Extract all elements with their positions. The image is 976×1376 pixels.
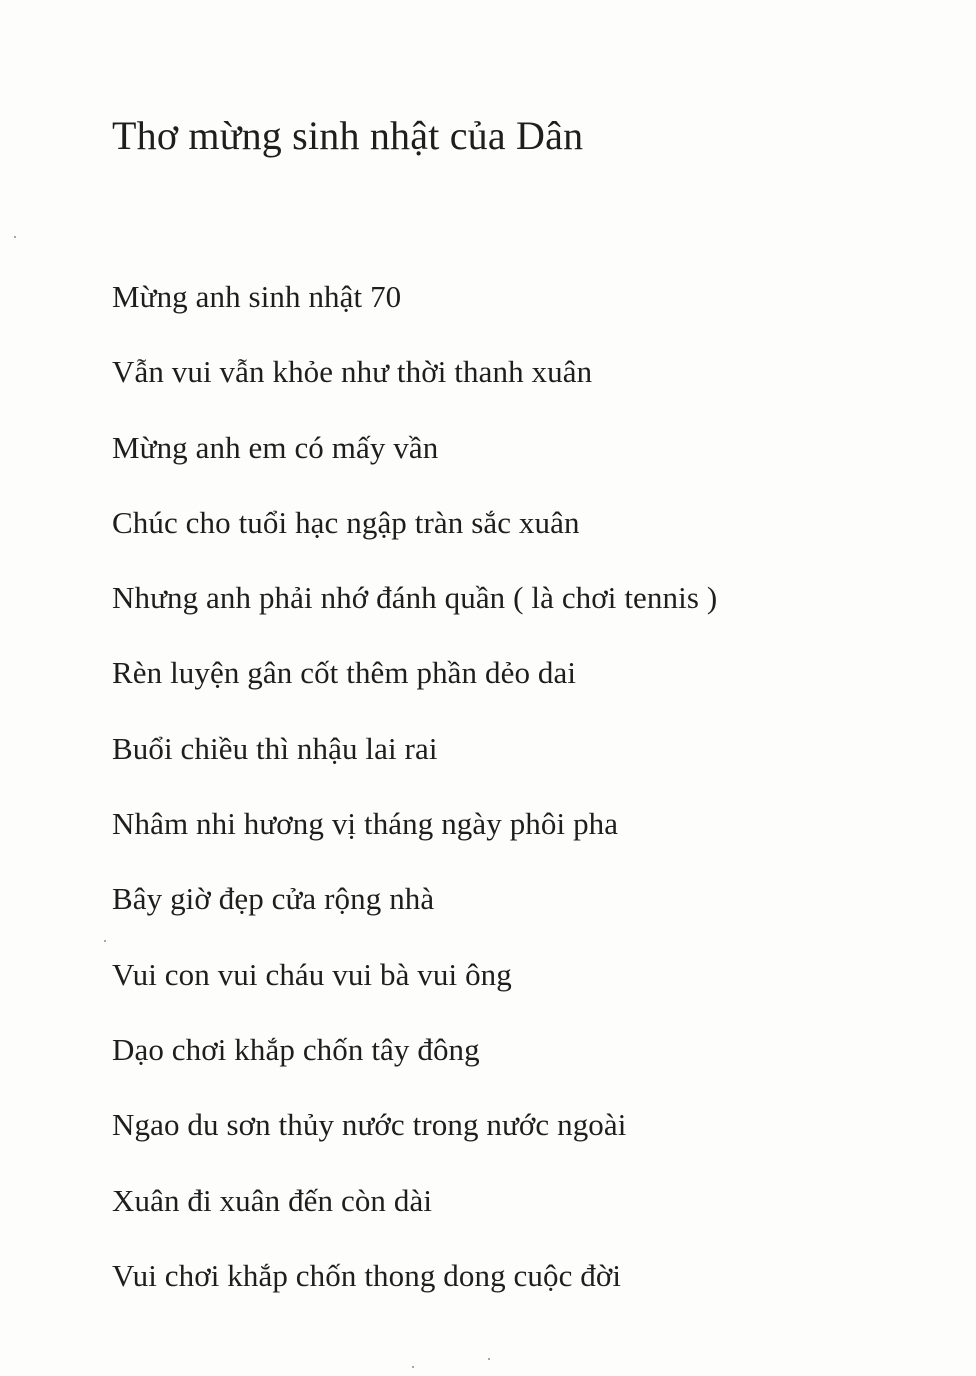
poem-line: Buổi chiều thì nhậu lai rai [112,730,438,766]
poem-line: Dạo chơi khắp chốn tây đông [112,1031,480,1067]
scan-speck [14,236,16,238]
poem-line: Xuân đi xuân đến còn dài [112,1182,433,1218]
poem-line: Bây giờ đẹp cửa rộng nhà [112,881,435,917]
poem-line: Mừng anh sinh nhật 70 [112,279,402,314]
poem-line: Mừng anh em có mấy vần [112,429,439,465]
poem-title: Thơ mừng sinh nhật của Dân [112,113,584,158]
poem-body [112,277,717,1331]
poem-line: Chúc cho tuổi hạc ngập tràn sắc xuân [112,504,580,540]
scan-speck [412,1366,414,1368]
poem-line: Nhưng anh phải nhớ đánh quần ( là chơi tennis ) [112,580,718,616]
scan-speck [104,940,106,942]
poem-line: Vui chơi khắp chốn thong dong cuộc đời [112,1257,622,1293]
poem-line: Vẫn vui vẫn khỏe như thời thanh xuân [112,354,593,390]
poem-line: Rèn luyện gân cốt thêm phần dẻo dai [112,655,577,691]
poem-line: Vui con vui cháu vui bà vui ông [112,956,512,992]
poem-line: Nhâm nhi hương vị tháng ngày phôi pha [112,806,619,842]
poem-line: Ngao du sơn thủy nước trong nước ngoài [112,1107,627,1143]
scan-speck [488,1358,490,1360]
